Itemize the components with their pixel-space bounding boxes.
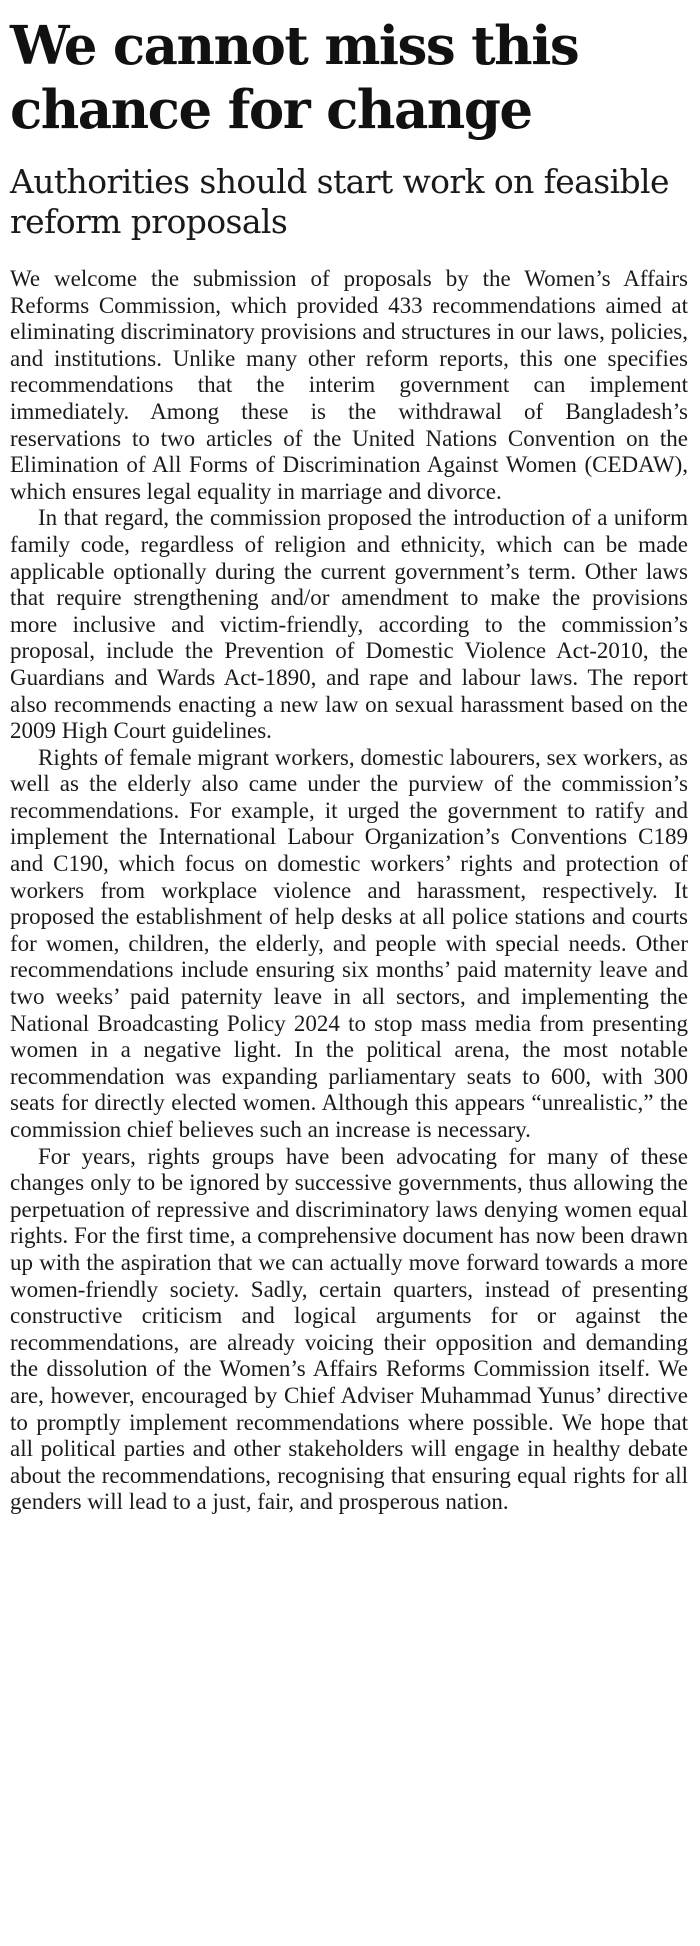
subheadline: Authorities should start work on feasible reform proposals xyxy=(10,162,669,241)
paragraph: In that regard, the commission proposed the introduction of a uniform family code, regardless of religion and ethnicity, which can be made applicable optionally during the current government’s term. Other laws that require strengthening and/or amendment to make the provisions more inclusive and victim-friendly, according to the commission’s proposal, include the Prevention of Domestic Violence Act-2010, the Guardians and Wards Act-1890, and rape and labour laws. The report also recommends enacting a new law on sexual harassment based on the 2009 High Court guidelines. xyxy=(10,505,688,744)
paragraph: Rights of female migrant workers, domestic labourers, sex workers, as well as the elderly also came under the purview of the commission’s recommendations. For example, it urged the government to ratify and implement the International Labour Organization’s Conventions C189 and C190, which focus on domestic workers’ rights and protection of workers from workplace violence and harassment, respectively. It proposed the establishment of help desks at all police stations and courts for women, children, the elderly, and people with special needs. Other recommendations include ensuring six months’ paid maternity leave and two weeks’ paid paternity leave in all sectors, and implementing the National Broadcasting Policy 2024 to stop mass media from presenting women in a negative light. In the political arena, the most notable recommendation was expanding parliamentary seats to 600, with 300 seats for directly elected women. Although this appears “unrealistic,” the commission chief believes such an increase is necessary. xyxy=(10,744,688,1142)
headline: We cannot miss this chance for change xyxy=(10,15,579,141)
article xyxy=(10,14,688,1516)
article-body xyxy=(10,266,688,1516)
paragraph: For years, rights groups have been advocating for many of these changes only to be ignored by successive governments, thus allowing the perpetuation of repressive and discriminatory laws denying women equal rights. For the first time, a comprehensive document has now been drawn up with the aspiration that we can actually move forward towards a more women-friendly society. Sadly, certain quarters, instead of presenting constructive criticism and logical arguments for or against the recommendations, are already voicing their opposition and demanding the dissolution of the Women’s Affairs Reforms Commission itself. We are, however, encouraged by Chief Adviser Muhammad Yunus’ directive to promptly implement recommendations where possible. We hope that all political parties and other stakeholders will engage in healthy debate about the recommendations, recognising that ensuring equal rights for all genders will lead to a just, fair, and prosperous nation. xyxy=(10,1143,688,1515)
paragraph: We welcome the submission of proposals by the Women’s Affairs Reforms Commission, which provided 433 recommendations aimed at eliminating discriminatory provisions and structures in our laws, policies, and institutions. Unlike many other reform reports, this one specifies recommendations that the interim government can implement immediately. Among these is the withdrawal of Bangladesh’s reservations to two articles of the United Nations Convention on the Elimination of All Forms of Discrimination Against Women (CEDAW), which ensures legal equality in marriage and divorce. xyxy=(10,266,688,504)
